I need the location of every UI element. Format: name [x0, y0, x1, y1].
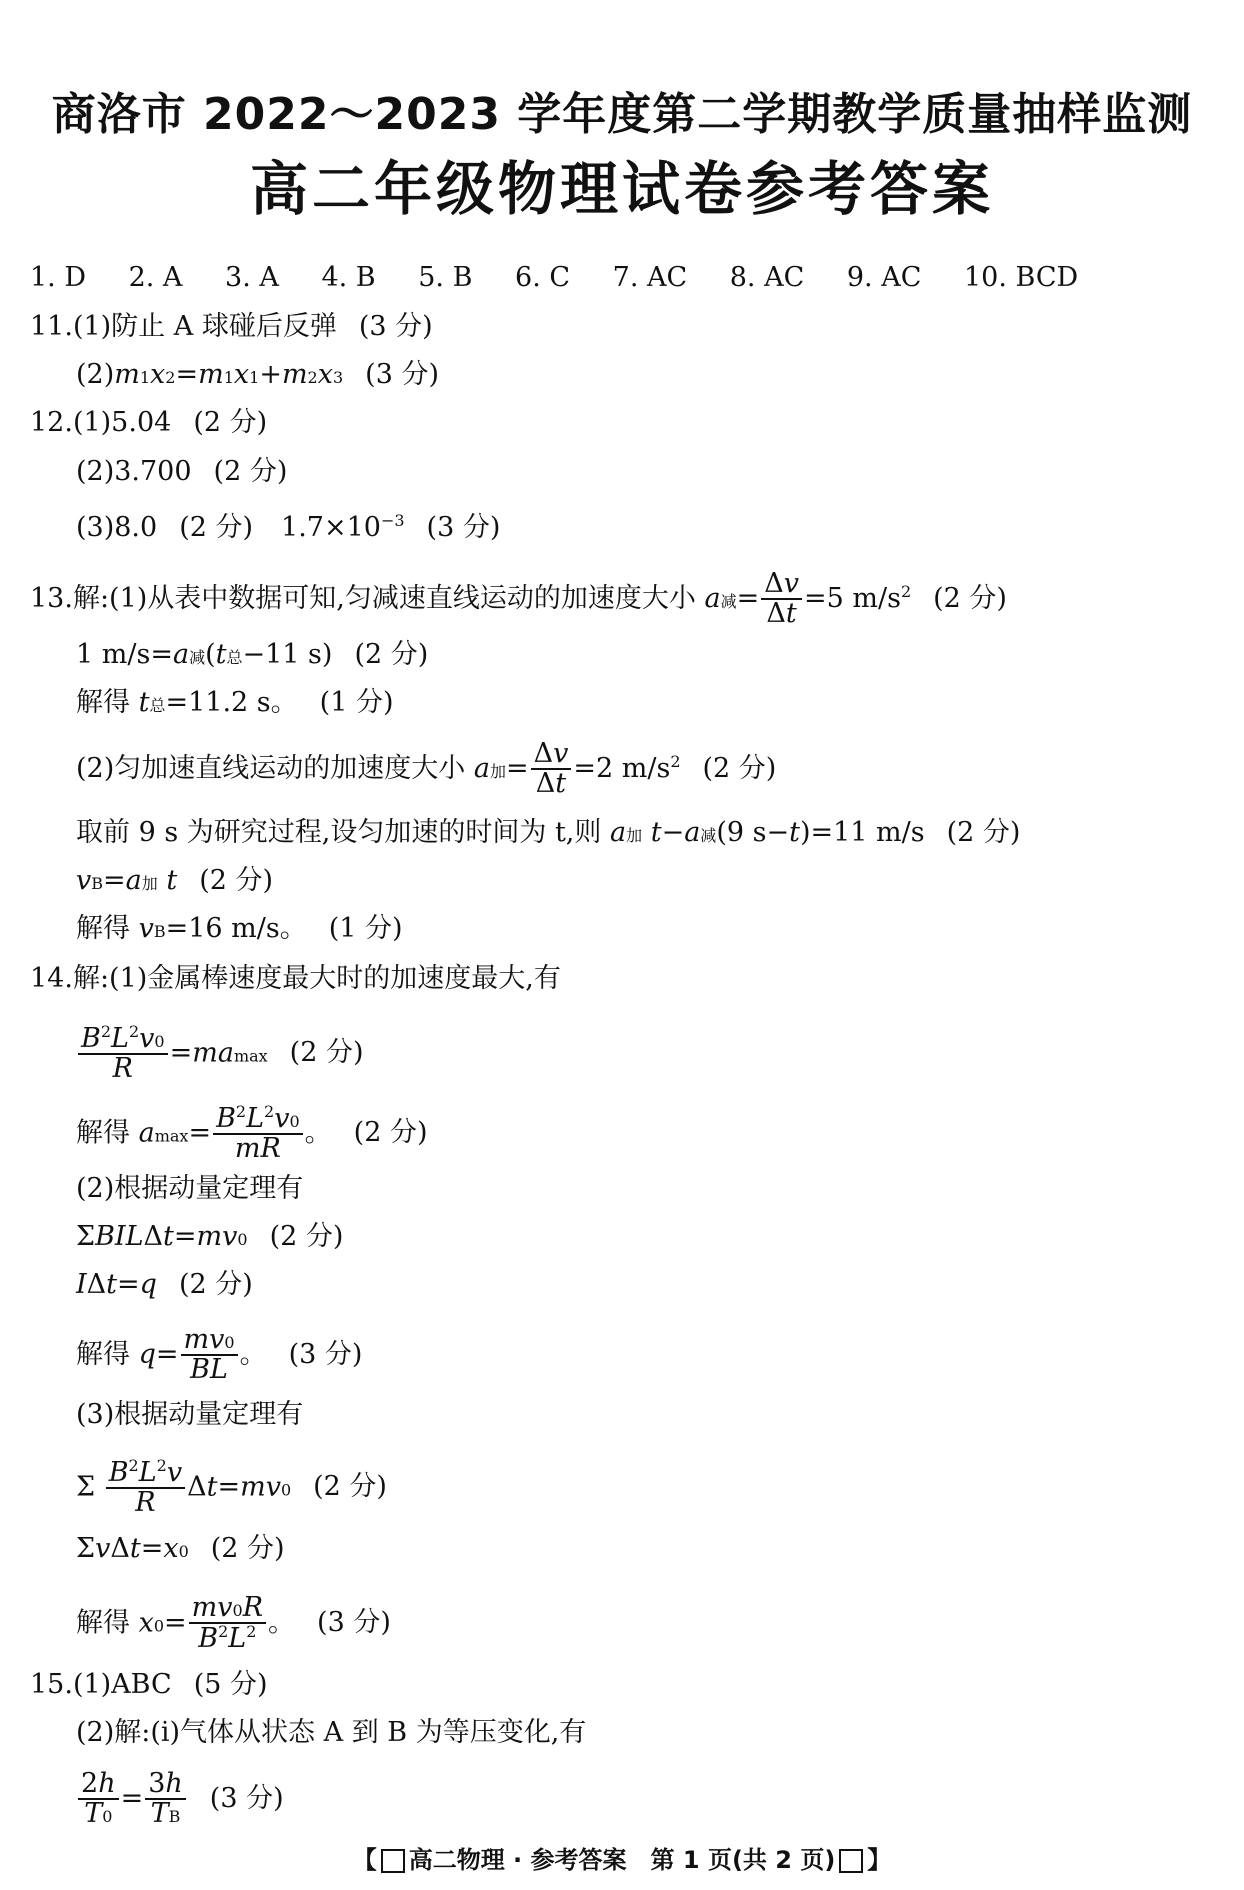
score: (2 分)	[946, 817, 1021, 848]
square-box-icon	[381, 1849, 405, 1873]
q13-line3: 解得 t总=11.2 s。 (1 分)	[76, 687, 394, 718]
answer-key-title: 高二年级物理试卷参考答案	[249, 155, 994, 223]
mcq-answer: 6. C	[515, 262, 571, 293]
q14-line6: IΔt=q (2 分)	[76, 1269, 253, 1300]
score: (2 分)	[193, 407, 268, 438]
mcq-answer: 5. B	[418, 262, 473, 293]
score: (3 分)	[365, 359, 439, 390]
q14-line9: Σ $\frac{B^2L^2v}{R}$ Δt=mv0 (2 分)	[76, 1456, 387, 1519]
mcq-answer: 9. AC	[846, 262, 922, 293]
mcq-answer: 2. A	[128, 262, 183, 293]
score: (2 分)	[933, 582, 1007, 614]
q13-line5: 取前 9 s 为研究过程,设匀加速的时间为 t,则 a加 t−a减(9 s−t)=11 m/s (2 分)	[76, 817, 1021, 848]
fraction: $\frac{B^2L^2v0}{R}$	[78, 1024, 168, 1084]
fraction: $\frac{\Delta v}{\Delta t}$	[761, 570, 802, 629]
q12-part2: (2)3.700 (2 分)	[76, 456, 288, 487]
fraction: $\frac{B^2L^2v}{R}$	[106, 1458, 185, 1518]
score: (2 分)	[702, 752, 777, 784]
score: (2 分)	[354, 639, 429, 670]
fraction: $\frac{2h}{T0}$	[78, 1770, 119, 1829]
score: (5 分)	[193, 1669, 268, 1700]
multiple-choice-answers	[30, 262, 1112, 293]
q14-line2: $\frac{B^2L^2v0}{R}$ =mamax (2 分)	[76, 1024, 364, 1084]
fraction: $\frac{B^2L^2v0}{mR}$	[213, 1104, 303, 1164]
score: (3 分)	[209, 1782, 284, 1814]
square-box-icon	[839, 1849, 863, 1873]
q14-line5: ΣBILΔt=mv0 (2 分)	[76, 1221, 344, 1252]
q13-line1: 13.解:(1)从表中数据可知,匀减速直线运动的加速度大小 a减= $\frac{\Delta v}{\Delta t}$ =5 $m/s^2$ (2 分)	[30, 568, 1007, 630]
q12-part1: 12.(1)5.04 (2 分)	[30, 407, 268, 438]
q14-line7: 解得 q= $\frac{mv0}{BL}$ 。 (3 分)	[76, 1324, 363, 1386]
score: (3 分)	[358, 311, 433, 342]
q13-line4: (2)匀加速直线运动的加速度大小 a加= $\frac{\Delta v}{\Delta t}$ =2 $m/s^2$ (2 分)	[76, 738, 777, 800]
q11-part2: (2)m1x2=m1x1+m2x3 (3 分)	[76, 359, 439, 390]
score: (2 分)	[289, 1037, 364, 1069]
q14-line8: (3)根据动量定理有	[76, 1399, 304, 1430]
score: (3 分)	[317, 1607, 391, 1639]
q12-part3: (3)8.0 (2 分) $1.7\times 10^{-3}$ (3 分)	[76, 511, 501, 543]
score: (1 分)	[328, 913, 403, 944]
mcq-answer: 1. D	[30, 262, 86, 293]
q14-line4: (2)根据动量定理有	[76, 1173, 304, 1204]
q15-part2: (2)解:(ⅰ)气体从状态 A 到 B 为等压变化,有	[76, 1717, 587, 1748]
fraction: $\frac{\Delta v}{\Delta t}$	[531, 740, 572, 799]
q15-part3: $\frac{2h}{T0}$ = $\frac{3h}{TB}$ (3 分)	[76, 1770, 284, 1829]
score: (2 分)	[210, 1533, 285, 1564]
mcq-answer: 10. BCD	[963, 262, 1079, 293]
exam-title: 商洛市 2022～2023 学年度第二学期教学质量抽样监测	[51, 89, 1193, 140]
page-footer: 【 高二物理 · 参考答案 第 1 页(共 2 页) 】	[352, 1846, 892, 1874]
q11-part1: 11.(1)防止 A 球碰后反弹 (3 分)	[30, 311, 433, 342]
q13-line6: vB=a加 t (2 分)	[76, 865, 274, 896]
mcq-answer: 3. A	[225, 262, 279, 293]
mcq-answer: 4. B	[321, 262, 376, 293]
mcq-answer: 8. AC	[729, 262, 805, 293]
q13-line7: 解得 vB=16 m/s。 (1 分)	[76, 913, 403, 944]
q13-line2: 1 m/s=a减(t总−11 s) (2 分)	[76, 639, 429, 670]
score: (3 分)	[426, 512, 501, 543]
q14-line10: ΣvΔt=x0 (2 分)	[76, 1533, 285, 1564]
score: (2 分)	[213, 456, 288, 487]
score: (2 分)	[313, 1471, 387, 1503]
fraction: $\frac{3h}{TB}$	[145, 1770, 186, 1829]
score: (3 分)	[288, 1338, 363, 1370]
score: (2 分)	[353, 1117, 428, 1149]
score: (2 分)	[179, 512, 254, 543]
score: (2 分)	[199, 865, 274, 896]
score: (2 分)	[178, 1269, 253, 1300]
q15-part1: 15.(1)ABC (5 分)	[30, 1669, 268, 1700]
fraction: $\frac{mv0}{BL}$	[181, 1326, 238, 1385]
q14-line1: 14.解:(1)金属棒速度最大时的加速度最大,有	[30, 963, 561, 994]
mcq-answer: 7. AC	[612, 262, 688, 293]
q14-line3: 解得 amax= $\frac{B^2L^2v0}{mR}$ 。 (2 分)	[76, 1102, 428, 1165]
score: (2 分)	[269, 1221, 344, 1252]
q14-line11: 解得 x0= $\frac{mv0R}{B^2L^2}$ 。 (3 分)	[76, 1592, 391, 1655]
fraction: $\frac{mv0R}{B^2L^2}$	[189, 1594, 266, 1654]
score: (1 分)	[319, 687, 394, 718]
